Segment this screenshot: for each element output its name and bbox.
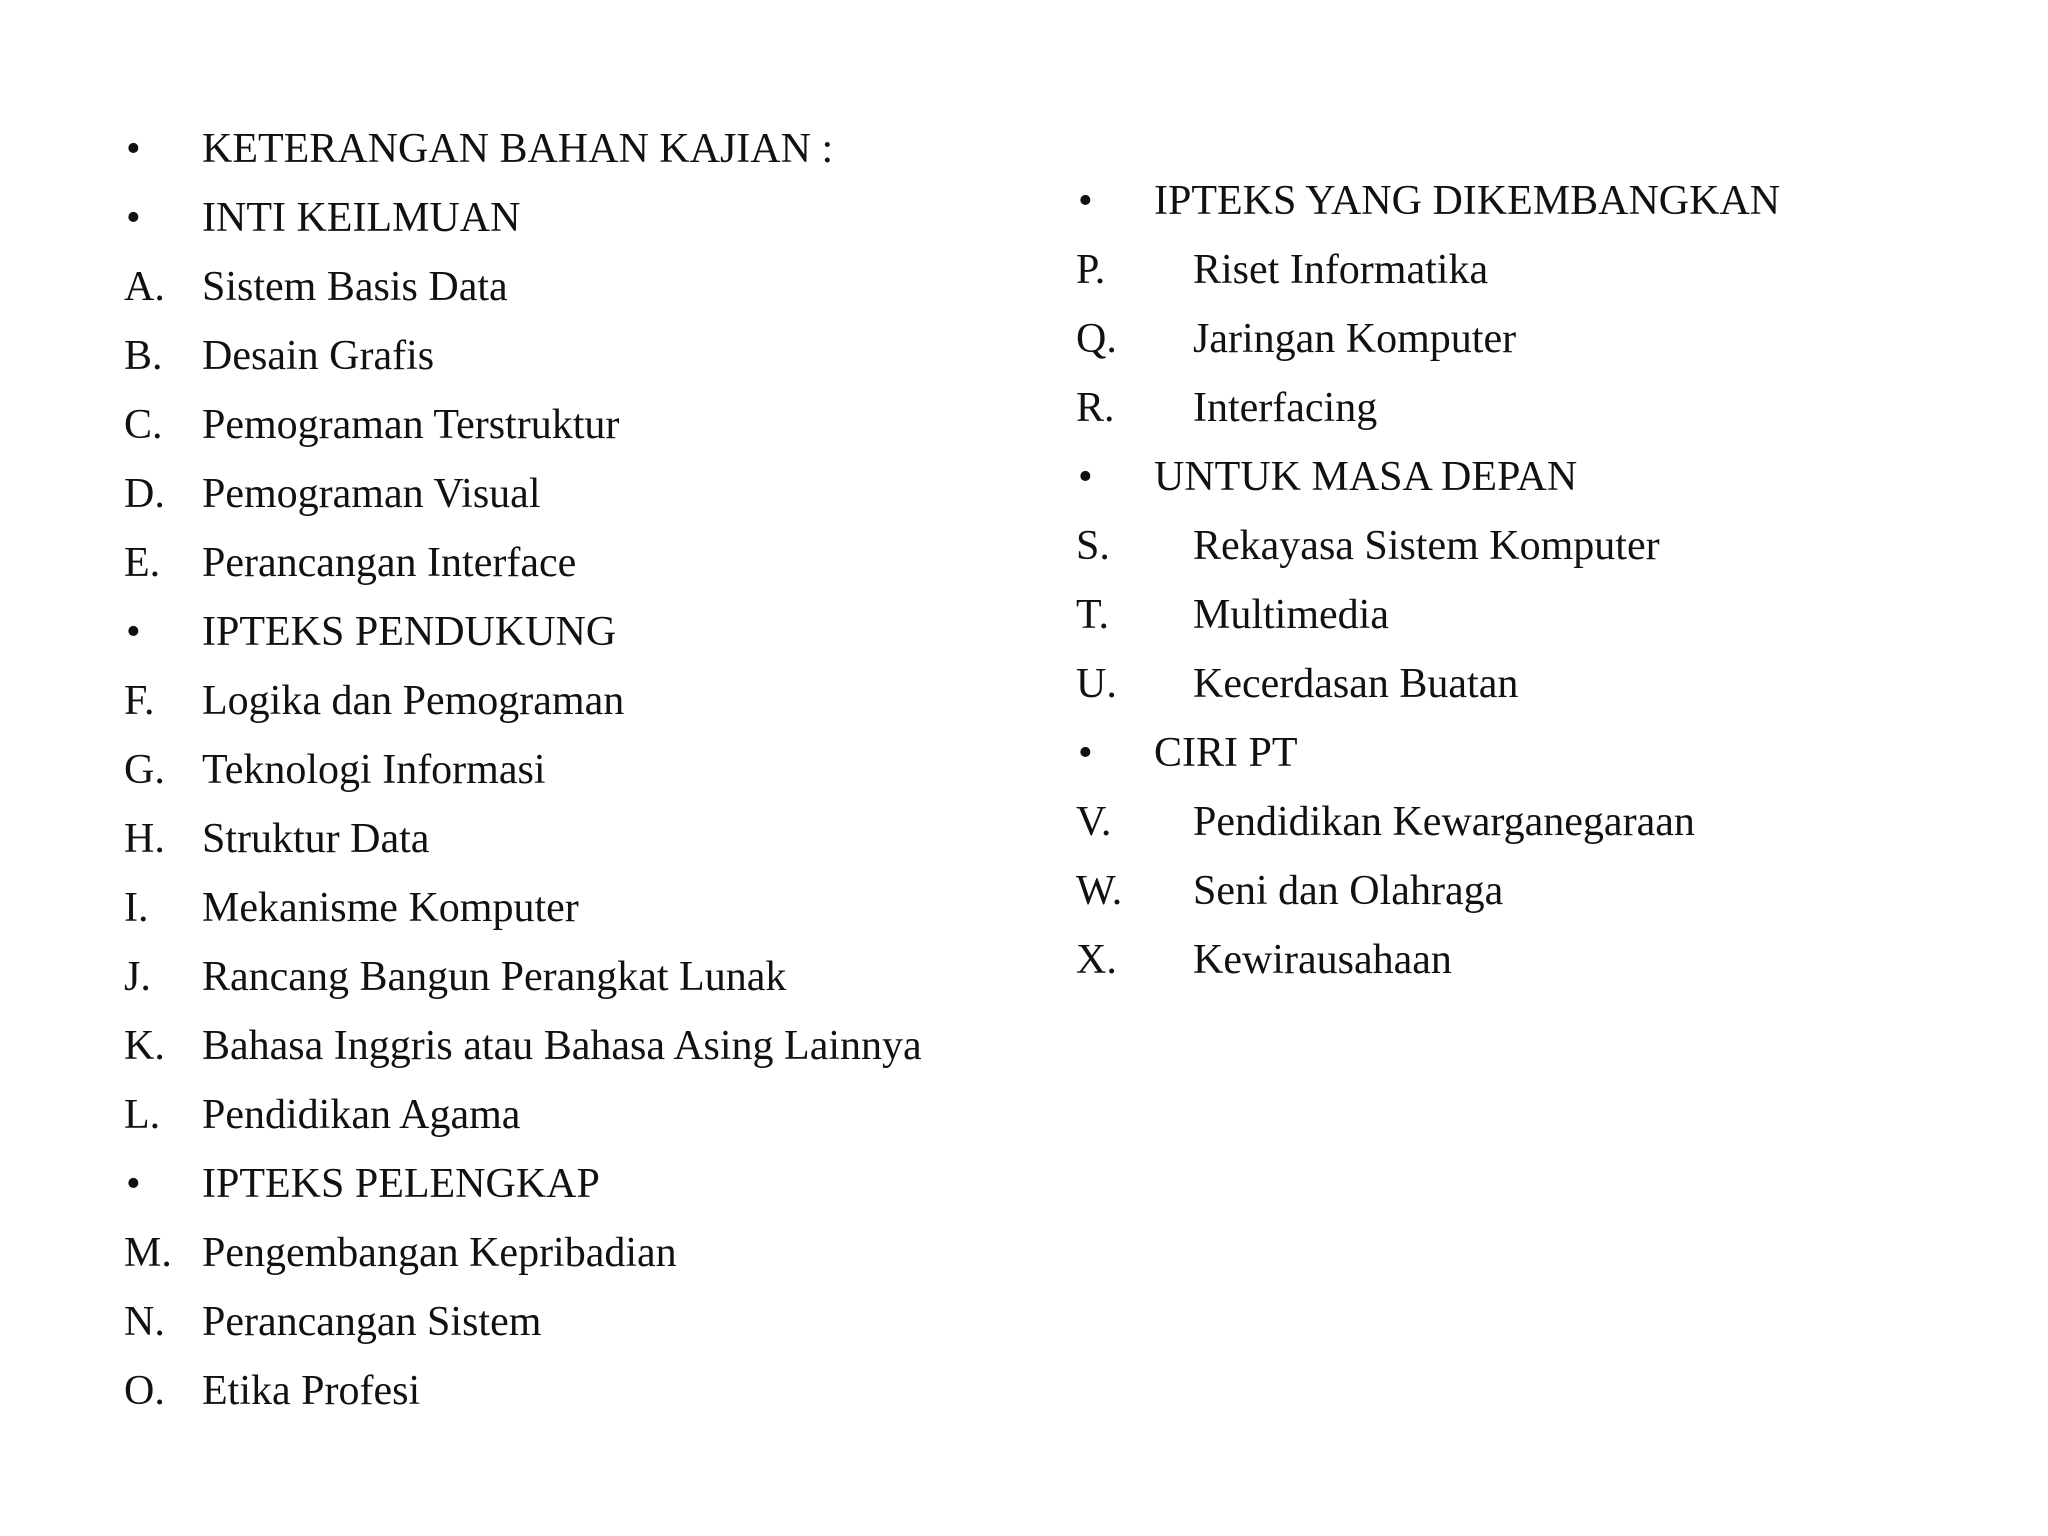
letter-marker: K.: [124, 1023, 165, 1069]
item-text: Seni dan Olahraga: [1193, 868, 1504, 914]
item-text: Teknologi Informasi: [202, 747, 546, 793]
item-text: Logika dan Pemograman: [202, 678, 625, 724]
list-item-rekayasa-sistem-komputer: [1076, 512, 1976, 581]
section-heading-ipteks-yang-dikembangkan: [1076, 167, 1976, 236]
item-text: Etika Profesi: [202, 1368, 421, 1414]
list-item-perancangan-interface: [124, 529, 1004, 598]
section-heading-keterangan-bahan-kajian: [124, 115, 1004, 184]
bullet-marker: •: [1078, 178, 1093, 224]
letter-marker: B.: [124, 333, 163, 379]
list-item-bahasa-inggris-atau-bahasa-asing-lainnya: [124, 1012, 1004, 1081]
list-item-multimedia: [1076, 581, 1976, 650]
heading-text: UNTUK MASA DEPAN: [1154, 454, 1578, 500]
heading-text: KETERANGAN BAHAN KAJIAN :: [202, 126, 834, 172]
list-item-pemograman-terstruktur: [124, 391, 1004, 460]
letter-marker: L.: [124, 1092, 161, 1138]
left-column-list: [124, 115, 1004, 1426]
item-text: Struktur Data: [202, 816, 430, 862]
list-item-kecerdasan-buatan: [1076, 650, 1976, 719]
letter-marker: I.: [124, 885, 149, 931]
item-text: Bahasa Inggris atau Bahasa Asing Lainnya: [202, 1023, 922, 1069]
bullet-marker: •: [1078, 730, 1093, 776]
heading-text: IPTEKS PENDUKUNG: [202, 609, 617, 655]
list-item-riset-informatika: [1076, 236, 1976, 305]
item-text: Kewirausahaan: [1193, 937, 1452, 983]
item-text: Kecerdasan Buatan: [1193, 661, 1519, 707]
letter-marker: Q.: [1076, 316, 1117, 362]
letter-marker: R.: [1076, 385, 1115, 431]
list-item-logika-dan-pemograman: [124, 667, 1004, 736]
letter-marker: W.: [1076, 868, 1123, 914]
item-text: Pemograman Visual: [202, 471, 541, 517]
list-item-interfacing: [1076, 374, 1976, 443]
heading-text: IPTEKS YANG DIKEMBANGKAN: [1154, 178, 1781, 224]
letter-marker: U.: [1076, 661, 1117, 707]
list-item-etika-profesi: [124, 1357, 1004, 1426]
list-item-desain-grafis: [124, 322, 1004, 391]
letter-marker: C.: [124, 402, 163, 448]
bullet-marker: •: [1078, 454, 1093, 500]
list-item-sistem-basis-data: [124, 253, 1004, 322]
item-text: Pemograman Terstruktur: [202, 402, 620, 448]
bullet-marker: •: [126, 1161, 141, 1207]
letter-marker: J.: [124, 954, 151, 1000]
item-text: Rekayasa Sistem Komputer: [1193, 523, 1660, 569]
list-item-jaringan-komputer: [1076, 305, 1976, 374]
item-text: Perancangan Interface: [202, 540, 577, 586]
item-text: Pendidikan Kewarganegaraan: [1193, 799, 1695, 845]
list-item-mekanisme-komputer: [124, 874, 1004, 943]
heading-text: INTI KEILMUAN: [202, 195, 521, 241]
item-text: Jaringan Komputer: [1193, 316, 1517, 362]
letter-marker: V.: [1076, 799, 1112, 845]
item-text: Pengembangan Kepribadian: [202, 1230, 677, 1276]
letter-marker: D.: [124, 471, 165, 517]
list-item-teknologi-informasi: [124, 736, 1004, 805]
letter-marker: P.: [1076, 247, 1106, 293]
item-text: Pendidikan Agama: [202, 1092, 521, 1138]
letter-marker: F.: [124, 678, 155, 724]
item-text: Multimedia: [1193, 592, 1389, 638]
letter-marker: M.: [124, 1230, 172, 1276]
section-heading-ipteks-pelengkap: [124, 1150, 1004, 1219]
section-heading-inti-keilmuan: [124, 184, 1004, 253]
right-column-list: [1076, 167, 1976, 995]
list-item-pendidikan-agama: [124, 1081, 1004, 1150]
item-text: Perancangan Sistem: [202, 1299, 542, 1345]
heading-text: IPTEKS PELENGKAP: [202, 1161, 600, 1207]
list-item-pengembangan-kepribadian: [124, 1219, 1004, 1288]
item-text: Rancang Bangun Perangkat Lunak: [202, 954, 787, 1000]
list-item-kewirausahaan: [1076, 926, 1976, 995]
list-item-struktur-data: [124, 805, 1004, 874]
letter-marker: S.: [1076, 523, 1110, 569]
list-item-seni-dan-olahraga: [1076, 857, 1976, 926]
list-item-pendidikan-kewarganegaraan: [1076, 788, 1976, 857]
bullet-marker: •: [126, 195, 141, 241]
letter-marker: E.: [124, 540, 161, 586]
section-heading-ciri-pt: [1076, 719, 1976, 788]
list-item-perancangan-sistem: [124, 1288, 1004, 1357]
item-text: Sistem Basis Data: [202, 264, 508, 310]
list-item-pemograman-visual: [124, 460, 1004, 529]
bullet-marker: •: [126, 609, 141, 655]
letter-marker: O.: [124, 1368, 165, 1414]
item-text: Desain Grafis: [202, 333, 435, 379]
list-item-rancang-bangun-perangkat-lunak: [124, 943, 1004, 1012]
bullet-marker: •: [126, 126, 141, 172]
section-heading-untuk-masa-depan: [1076, 443, 1976, 512]
letter-marker: A.: [124, 264, 165, 310]
heading-text: CIRI PT: [1154, 730, 1298, 776]
item-text: Mekanisme Komputer: [202, 885, 579, 931]
letter-marker: N.: [124, 1299, 165, 1345]
letter-marker: G.: [124, 747, 165, 793]
section-heading-ipteks-pendukung: [124, 598, 1004, 667]
letter-marker: H.: [124, 816, 165, 862]
letter-marker: X.: [1076, 937, 1117, 983]
letter-marker: T.: [1076, 592, 1110, 638]
item-text: Riset Informatika: [1193, 247, 1489, 293]
item-text: Interfacing: [1193, 385, 1378, 431]
